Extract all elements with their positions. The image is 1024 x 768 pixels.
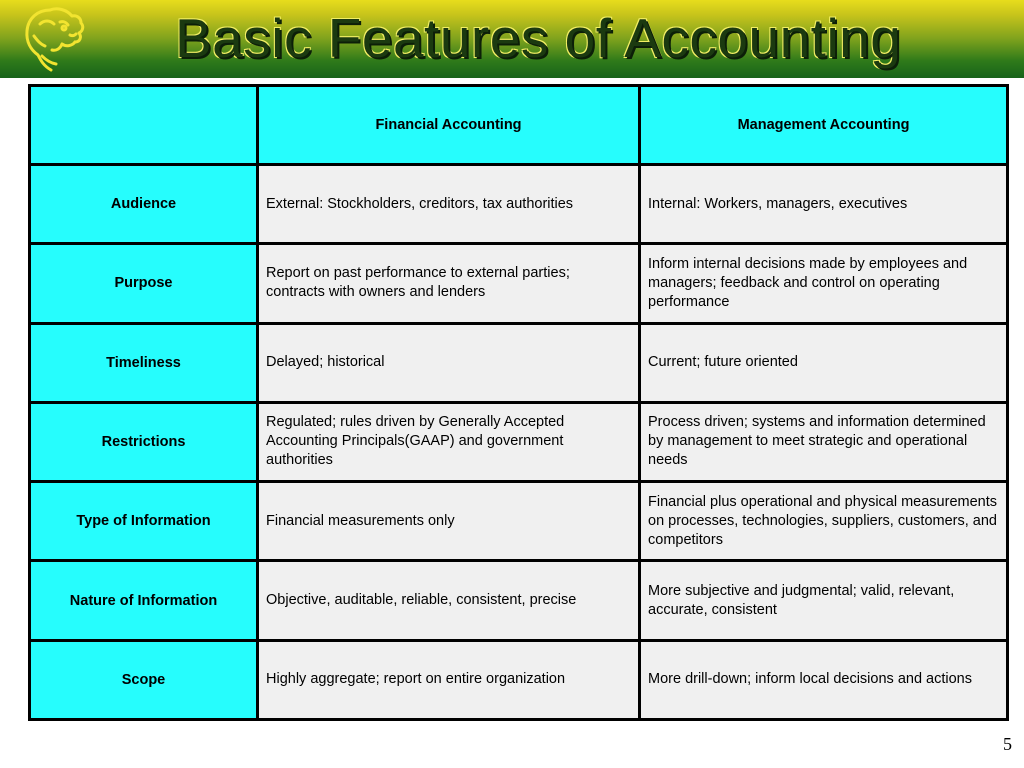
financial-cell: Objective, auditable, reliable, consistent, precise — [258, 561, 640, 640]
page-number: 5 — [1003, 734, 1012, 754]
financial-cell: Highly aggregate; report on entire organization — [258, 640, 640, 719]
financial-cell: Report on past performance to external parties; contracts with owners and lenders — [258, 244, 640, 323]
management-cell: Financial plus operational and physical measurements on processes, technologies, suppliers, customers, and competitors — [640, 482, 1008, 561]
financial-cell: Regulated; rules driven by Generally Accepted Accounting Principals(GAAP) and government authorities — [258, 402, 640, 481]
financial-cell: Financial measurements only — [258, 482, 640, 561]
table-row — [30, 402, 1008, 481]
management-cell: Process driven; systems and information determined by management to meet strategic and operational needs — [640, 402, 1008, 481]
management-cell: More drill-down; inform local decisions and actions — [640, 640, 1008, 719]
table-header-row — [30, 86, 1008, 165]
table-row — [30, 323, 1008, 402]
row-label-audience: Audience — [30, 165, 258, 244]
financial-cell: Delayed; historical — [258, 323, 640, 402]
management-cell: More subjective and judgmental; valid, relevant, accurate, consistent — [640, 561, 1008, 640]
row-label-type-of-information: Type of Information — [30, 482, 258, 561]
financial-cell: External: Stockholders, creditors, tax authorities — [258, 165, 640, 244]
page-title: Basic Features of Accounting — [175, 7, 902, 69]
row-label-timeliness: Timeliness — [30, 323, 258, 402]
lion-head-logo-icon — [20, 4, 92, 76]
comparison-table-container — [28, 84, 1009, 721]
row-label-restrictions: Restrictions — [30, 402, 258, 481]
corner-header-cell — [30, 86, 258, 165]
table-row — [30, 165, 1008, 244]
row-label-nature-of-information: Nature of Information — [30, 561, 258, 640]
comparison-table — [28, 84, 1009, 721]
table-row — [30, 482, 1008, 561]
row-label-purpose: Purpose — [30, 244, 258, 323]
column-header-financial: Financial Accounting — [258, 86, 640, 165]
management-cell: Internal: Workers, managers, executives — [640, 165, 1008, 244]
table-row — [30, 561, 1008, 640]
title-banner — [0, 0, 1024, 78]
management-cell: Current; future oriented — [640, 323, 1008, 402]
table-row — [30, 244, 1008, 323]
table-row — [30, 640, 1008, 719]
management-cell: Inform internal decisions made by employees and managers; feedback and control on operating performance — [640, 244, 1008, 323]
row-label-scope: Scope — [30, 640, 258, 719]
column-header-management: Management Accounting — [640, 86, 1008, 165]
